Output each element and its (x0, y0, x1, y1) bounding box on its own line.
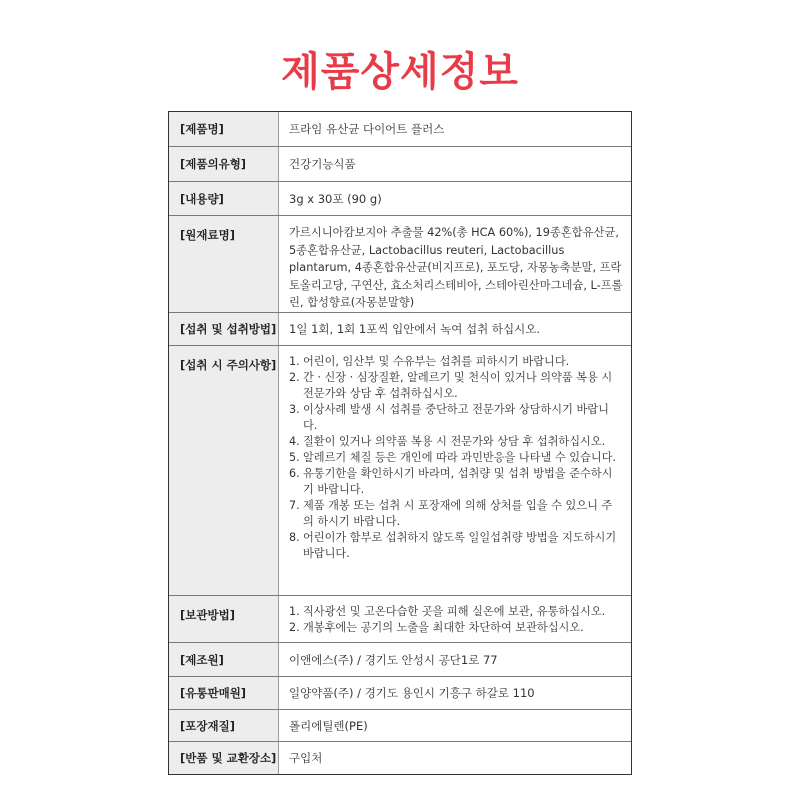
list-item (289, 620, 623, 636)
list-text: 직사광선 및 고온다습한 곳을 피해 실온에 보관, 유통하십시오. (303, 605, 606, 618)
list-item (289, 604, 623, 620)
row-value (279, 346, 631, 595)
list-number: 1. (289, 605, 300, 618)
row-label: [제조원] (169, 643, 279, 676)
row-value: 1일 1회, 1회 1포씩 입안에서 녹여 섭취 하십시오. (289, 322, 541, 336)
list-item (289, 466, 623, 498)
row-value: 폴리에틸렌(PE) (289, 718, 368, 733)
row-manufacturer (169, 643, 631, 677)
row-label: [포장재질] (169, 710, 279, 741)
product-spec-table (168, 111, 632, 775)
row-label: [보관방법] (169, 596, 279, 642)
list-text: 간 · 신장 · 심장질환, 알레르기 및 천식이 있거나 의약품 복용 시 전문가와 상담 후 섭취하십시오. (303, 371, 613, 400)
row-value: 일양약품(주) / 경기도 용인시 기흥구 하갈로 110 (289, 686, 535, 700)
list-text: 어린이가 함부로 섭취하지 않도록 일일섭취량 방법을 지도하시기 바랍니다. (303, 531, 617, 560)
row-value: 구입처 (289, 751, 323, 765)
list-number: 5. (289, 451, 300, 464)
list-item (289, 402, 623, 434)
list-text: 질환이 있거나 의약품 복용 시 전문가와 상담 후 섭취하십시오. (303, 435, 606, 448)
list-number: 2. (289, 371, 300, 384)
list-text: 이상사례 발생 시 섭취를 중단하고 전문가와 상담하시기 바랍니다. (303, 403, 609, 432)
list-text: 제품 개봉 또는 섭취 시 포장재에 의해 상처를 입을 수 있으니 주의 하시기 바랍니다. (303, 499, 613, 528)
list-item (289, 354, 623, 370)
row-label: [제품명] (169, 112, 279, 146)
list-number: 3. (289, 403, 300, 416)
list-text: 알레르기 체질 등은 개인에 따라 과민반응을 나타낼 수 있습니다. (303, 451, 616, 464)
list-number: 7. (289, 499, 300, 512)
row-label: [반품 및 교환장소] (169, 742, 279, 774)
list-number: 8. (289, 531, 300, 544)
row-value: 가르시니아캄보지아 추출물 42%(총 HCA 60%), 19종혼합유산균, 5종혼합유산균, Lactobacillus reuteri, Lactobacillus plantarum, 4종혼합유산균(비지프로), 포도당, 자몽농축분말, 프락토올리고당, 구연산, 효소처리스테비아, 스테아린산마그네슘, L-프롤린, 합성향료(자몽분말향) (289, 226, 623, 309)
list-number: 1. (289, 355, 300, 368)
row-label: [제품의유형] (169, 147, 279, 181)
row-intake-method (169, 313, 631, 346)
list-number: 6. (289, 467, 300, 480)
list-item (289, 530, 623, 562)
row-label: [유통판매원] (169, 677, 279, 709)
row-label: [원재료명] (169, 216, 279, 312)
list-item (289, 450, 623, 466)
list-item (289, 434, 623, 450)
list-number: 2. (289, 621, 300, 634)
row-value: 건강기능식품 (289, 157, 356, 171)
precautions-list (289, 354, 623, 562)
row-label: [섭취 및 섭취방법] (169, 313, 279, 345)
row-value: 프라임 유산균 다이어트 플러스 (289, 122, 445, 136)
list-text: 개봉후에는 공기의 노출을 최대한 차단하여 보관하십시오. (303, 621, 584, 634)
row-value: 3g x 30포 (90 g) (289, 191, 382, 206)
row-value (279, 596, 631, 642)
list-text: 어린이, 임산부 및 수유부는 섭취를 피하시기 바랍니다. (303, 355, 570, 368)
row-product-name (169, 112, 631, 147)
row-return-place (169, 742, 631, 774)
row-distributor (169, 677, 631, 710)
row-content-amount (169, 182, 631, 216)
row-packaging (169, 710, 631, 742)
row-label: [섭취 시 주의사항] (169, 346, 279, 595)
list-item (289, 498, 623, 530)
row-storage (169, 596, 631, 643)
list-item (289, 370, 623, 402)
row-value: 이앤에스(주) / 경기도 안성시 공단1로 77 (289, 652, 498, 667)
row-label: [내용량] (169, 182, 279, 215)
list-text: 유통기한을 확인하시기 바라며, 섭취량 및 섭취 방법을 준수하시기 바랍니다. (303, 467, 613, 496)
row-ingredients (169, 216, 631, 313)
row-precautions (169, 346, 631, 596)
page-title: 제품상세정보 (281, 49, 519, 95)
row-product-type (169, 147, 631, 182)
list-number: 4. (289, 435, 300, 448)
storage-list (289, 604, 623, 636)
